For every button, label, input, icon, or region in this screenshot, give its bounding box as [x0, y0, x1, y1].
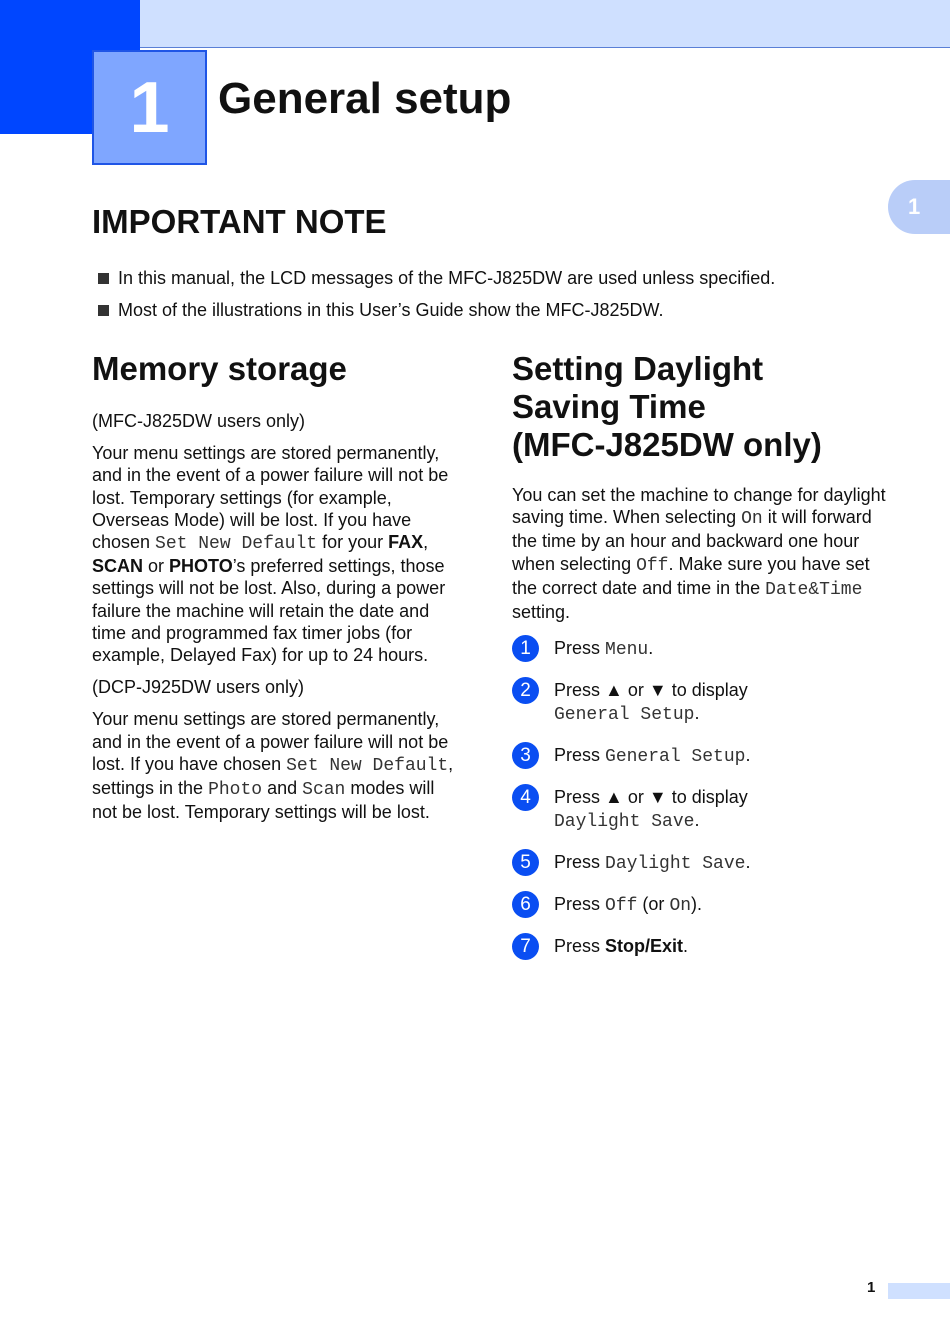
step-number-badge: 2 [512, 677, 539, 704]
key-label: PHOTO [169, 556, 233, 577]
paragraph: You can set the machine to change for daylight saving time. When selecting On it will forward the time by an hour and backward one hour when selecting Off. Make sure you have set the correct date and time in the Date&Time setting. [512, 485, 886, 623]
step-number-badge: 1 [512, 635, 539, 662]
daylight-saving-section [512, 350, 887, 977]
lcd-text: Set New Default [286, 755, 449, 776]
section-title: Setting Daylight Saving Time (MFC-J825DW only) [512, 350, 822, 463]
paragraph: Your menu settings are stored permanently, and in the event of a power failure will not be lost. Temporary settings (for example, Overseas Mode) will be lost. If you have chosen Set New Default for your FAX, SCAN or PHOTO’s preferred settings, those settings will not be lost. Also, during a power failure the machine will retain the date and time and programmed fax timer jobs (for example, Delayed Fax) for up to 24 hours. [92, 443, 449, 666]
model-note: (DCP-J925DW users only) [92, 677, 305, 698]
step-number-badge: 4 [512, 784, 539, 811]
step-text: Press ▲ or ▼ to display General Setup. [554, 680, 748, 726]
list-item-text: Most of the illustrations in this User’s Guide show the MFC-J825DW. [118, 299, 664, 320]
model-note: (MFC-J825DW users only) [92, 411, 306, 431]
step-text: Press Off (or On). [554, 894, 703, 917]
chapter-side-tab [888, 180, 950, 234]
bullet-square-icon [98, 305, 109, 316]
step-item [512, 637, 887, 662]
lcd-text: Scan [302, 780, 346, 801]
step-number-badge: 7 [512, 933, 539, 960]
chapter-title: General setup [218, 74, 512, 123]
step-item [512, 935, 887, 960]
step-item [512, 851, 887, 876]
important-note-title: IMPORTANT NOTE [92, 203, 387, 240]
list-item [98, 262, 775, 294]
key-label: FAX [388, 532, 424, 553]
lcd-text: Set New Default [155, 534, 318, 555]
memory-storage-section [92, 350, 462, 823]
footer-band [888, 1283, 950, 1299]
step-item [512, 744, 887, 769]
chapter-number-box [92, 50, 207, 165]
down-arrow-icon: ▼ [648, 787, 667, 808]
step-text: Press Menu. [554, 638, 654, 661]
step-item [512, 679, 887, 727]
chapter-number: 1 [129, 67, 170, 148]
up-arrow-icon: ▲ [605, 680, 623, 701]
step-number-badge: 6 [512, 891, 539, 918]
step-number-badge: 3 [512, 742, 539, 769]
step-list [512, 637, 887, 960]
up-arrow-icon: ▲ [605, 787, 623, 808]
down-arrow-icon: ▼ [648, 680, 667, 701]
list-item-text: In this manual, the LCD messages of the MFC-J825DW are used unless specified. [118, 267, 776, 288]
lcd-text: Off [636, 555, 669, 576]
bullet-square-icon [98, 273, 109, 284]
step-item [512, 893, 887, 918]
step-text: Press Daylight Save. [554, 852, 751, 875]
page-number: 1 [867, 1279, 876, 1296]
side-tab-label: 1 [908, 194, 921, 219]
list-item [98, 294, 775, 326]
section-title: Memory storage [92, 350, 347, 387]
step-text: Press Stop/Exit. [554, 936, 689, 957]
header-band [140, 0, 950, 48]
paragraph: Your menu settings are stored permanently, and in the event of a power failure will not be lost. If you have chosen Set New Default, settings in the Photo and Scan modes will not be lost. Temporary settings will be lost. [92, 709, 454, 823]
important-note-list [98, 262, 775, 326]
step-text: Press General Setup. [554, 745, 751, 768]
lcd-text: On [741, 509, 763, 530]
step-item [512, 786, 887, 834]
lcd-text: Date&Time [765, 579, 863, 600]
step-text: Press ▲ or ▼ to display Daylight Save. [554, 787, 748, 833]
key-label: SCAN [92, 556, 144, 577]
step-number-badge: 5 [512, 849, 539, 876]
lcd-text: Photo [208, 780, 263, 801]
